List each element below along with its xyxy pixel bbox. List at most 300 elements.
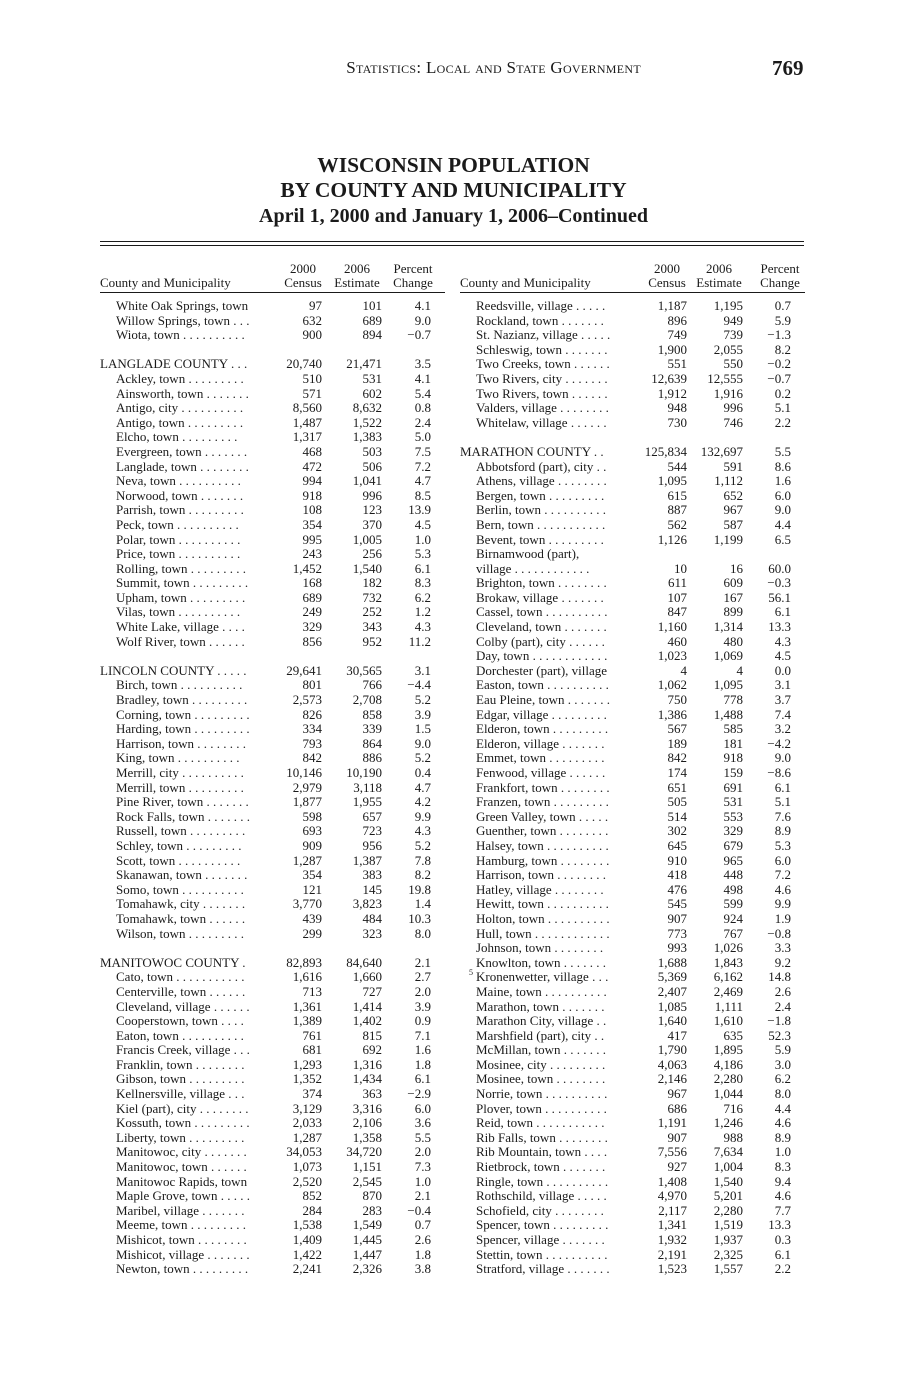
header-percent-change: Percent Change bbox=[393, 261, 433, 290]
census-2000-value: 1,487 bbox=[292, 414, 322, 430]
municipality-row bbox=[100, 1262, 445, 1277]
percent-change-value: 7.6 bbox=[774, 808, 791, 824]
municipality-name: Centerville, town . . . . . . bbox=[116, 984, 246, 999]
percent-change-value: 7.7 bbox=[774, 1202, 791, 1218]
municipality-row bbox=[100, 328, 445, 343]
estimate-2006-value: 4,186 bbox=[713, 1056, 743, 1072]
percent-change-value: 13.9 bbox=[408, 502, 431, 518]
municipality-name: Two Creeks, town . . . . . . bbox=[476, 357, 610, 372]
municipality-name: Elderon, village . . . . . . . bbox=[476, 736, 605, 751]
municipality-row bbox=[460, 883, 805, 898]
census-2000-value: 681 bbox=[302, 1042, 322, 1058]
municipality-name: Hull, town . . . . . . . . . . . . bbox=[476, 926, 610, 941]
municipality-row bbox=[460, 927, 805, 942]
estimate-2006-value: 692 bbox=[362, 1042, 382, 1058]
census-2000-value: 284 bbox=[302, 1202, 322, 1218]
municipality-name: Two Rivers, city . . . . . . . bbox=[476, 371, 608, 386]
municipality-name: Frankfort, town . . . . . . . . bbox=[476, 780, 610, 795]
estimate-2006-value: 870 bbox=[362, 1188, 382, 1204]
census-2000-value: 761 bbox=[302, 1027, 322, 1043]
percent-change-value: 8.9 bbox=[774, 823, 791, 839]
municipality-name: Price, town . . . . . . . . . . bbox=[116, 547, 241, 562]
municipality-name: Meeme, town . . . . . . . . . bbox=[116, 1218, 246, 1233]
percent-change-value: 5.5 bbox=[774, 443, 791, 459]
census-2000-value: 249 bbox=[302, 604, 322, 620]
estimate-2006-value: 503 bbox=[362, 443, 382, 459]
estimate-2006-value: 2,280 bbox=[713, 1071, 743, 1087]
percent-change-value: 5.2 bbox=[414, 692, 431, 708]
estimate-2006-value: 1,151 bbox=[352, 1159, 382, 1175]
percent-change-value: −4.2 bbox=[767, 735, 791, 751]
percent-change-value: 2.6 bbox=[414, 1232, 431, 1247]
census-2000-value: 12,639 bbox=[651, 370, 687, 386]
municipality-row bbox=[100, 970, 445, 985]
census-2000-value: 2,033 bbox=[292, 1115, 322, 1131]
percent-change-value: 3.9 bbox=[414, 706, 431, 722]
municipality-name: Brokaw, village . . . . . . . bbox=[476, 590, 604, 605]
estimate-2006-value: 2,055 bbox=[713, 341, 743, 357]
municipality-row bbox=[100, 591, 445, 606]
estimate-2006-value: 2,469 bbox=[713, 983, 743, 999]
municipality-name: Wolf River, town . . . . . . bbox=[116, 634, 245, 649]
estimate-2006-value: 952 bbox=[362, 633, 382, 649]
municipality-row bbox=[100, 883, 445, 898]
municipality-row bbox=[100, 1204, 445, 1219]
census-2000-value: 1,062 bbox=[657, 677, 687, 693]
census-2000-value: 551 bbox=[667, 356, 687, 372]
percent-change-value: 5.3 bbox=[774, 837, 791, 853]
census-2000-value: 5,369 bbox=[657, 969, 687, 985]
municipality-row bbox=[100, 1014, 445, 1029]
municipality-row bbox=[460, 1000, 805, 1015]
municipality-name: Gibson, town . . . . . . . . . bbox=[116, 1072, 245, 1087]
row-spacer bbox=[100, 941, 445, 956]
percent-change-value: −4.4 bbox=[407, 677, 431, 693]
census-2000-value: 887 bbox=[667, 502, 687, 518]
municipality-name: Edgar, village . . . . . . . . . bbox=[476, 707, 607, 722]
estimate-2006-value: 3,118 bbox=[353, 779, 382, 795]
estimate-2006-value: 101 bbox=[362, 298, 382, 313]
municipality-name: village . . . . . . . . . . . . bbox=[476, 561, 590, 576]
percent-change-value: 52.3 bbox=[768, 1027, 791, 1043]
percent-change-value: 6.1 bbox=[414, 560, 431, 576]
municipality-row bbox=[100, 737, 445, 752]
census-2000-value: 329 bbox=[302, 619, 322, 635]
percent-change-value: 13.3 bbox=[768, 619, 791, 635]
municipality-row bbox=[460, 591, 805, 606]
census-2000-value: 749 bbox=[667, 327, 687, 343]
estimate-2006-value: 132,697 bbox=[700, 443, 743, 459]
percent-change-value: 0.2 bbox=[774, 385, 791, 401]
percent-change-value: 3.8 bbox=[414, 1261, 431, 1277]
percent-change-value: 56.1 bbox=[768, 589, 791, 605]
census-2000-value: 1,095 bbox=[657, 473, 687, 489]
municipality-name: Green Valley, town . . . . . bbox=[476, 809, 609, 824]
estimate-2006-value: 1,199 bbox=[713, 531, 743, 547]
census-2000-value: 8,560 bbox=[292, 400, 322, 416]
estimate-2006-value: 1,660 bbox=[352, 969, 382, 985]
municipality-name: Stettin, town . . . . . . . . . . bbox=[476, 1247, 608, 1262]
municipality-row bbox=[460, 751, 805, 766]
municipality-row bbox=[460, 547, 805, 562]
estimate-2006-value: 10,190 bbox=[346, 765, 382, 780]
percent-change-value: 9.9 bbox=[774, 896, 791, 912]
census-2000-value: 907 bbox=[667, 1129, 687, 1145]
estimate-2006-value: 1,005 bbox=[352, 531, 382, 547]
municipality-row bbox=[460, 708, 805, 723]
municipality-row bbox=[460, 868, 805, 883]
percent-change-value: 4.1 bbox=[414, 370, 431, 386]
census-2000-value: 2,407 bbox=[657, 983, 687, 999]
census-2000-value: 1,126 bbox=[657, 531, 687, 547]
municipality-row bbox=[100, 722, 445, 737]
municipality-row bbox=[460, 357, 805, 372]
census-2000-value: 20,740 bbox=[286, 356, 322, 372]
percent-change-value: 5.1 bbox=[774, 794, 791, 810]
estimate-2006-value: 767 bbox=[723, 925, 743, 941]
percent-change-value: 4.6 bbox=[774, 881, 791, 897]
percent-change-value: 4.5 bbox=[414, 516, 431, 532]
municipality-name: Manitowoc, city . . . . . . . bbox=[116, 1145, 247, 1160]
municipality-row bbox=[100, 766, 445, 781]
percent-change-value: −0.3 bbox=[767, 575, 791, 591]
running-title: Statistics: Local and State Government bbox=[346, 58, 641, 77]
municipality-name: King, town . . . . . . . . . . bbox=[116, 751, 240, 766]
estimate-2006-value: 1,488 bbox=[713, 706, 743, 722]
municipality-row bbox=[100, 299, 445, 314]
estimate-2006-value: 181 bbox=[723, 735, 743, 751]
municipality-row bbox=[100, 1175, 445, 1190]
percent-change-value: 2.2 bbox=[774, 1261, 791, 1277]
municipality-name: Colby (part), city . . . . . . bbox=[476, 634, 605, 649]
percent-change-value: 5.5 bbox=[414, 1129, 431, 1145]
municipality-name: Maple Grove, town . . . . . bbox=[116, 1189, 250, 1204]
estimate-2006-value: 323 bbox=[362, 925, 382, 941]
percent-change-value: 4.6 bbox=[774, 1188, 791, 1204]
percent-change-value: −1.3 bbox=[767, 327, 791, 343]
municipality-name: Rib Falls, town . . . . . . . . bbox=[476, 1130, 608, 1145]
municipality-row bbox=[460, 1058, 805, 1073]
county-row bbox=[100, 357, 445, 372]
percent-change-value: 3.5 bbox=[414, 356, 431, 372]
footnote-marker: 5 bbox=[469, 968, 473, 978]
municipality-row bbox=[460, 1072, 805, 1087]
percent-change-value: 3.1 bbox=[774, 677, 791, 693]
estimate-2006-value: 448 bbox=[723, 867, 743, 883]
municipality-name: Emmet, town . . . . . . . . . bbox=[476, 751, 605, 766]
estimate-2006-value: 1,095 bbox=[713, 677, 743, 693]
municipality-row bbox=[460, 737, 805, 752]
census-2000-value: 689 bbox=[302, 589, 322, 605]
estimate-2006-value: 531 bbox=[723, 794, 743, 810]
municipality-name: Harrison, town . . . . . . . . bbox=[116, 736, 246, 751]
municipality-row bbox=[100, 1116, 445, 1131]
percent-change-value: 2.1 bbox=[414, 1188, 431, 1204]
census-2000-value: 562 bbox=[667, 516, 687, 532]
municipality-name: Kiel (part), city . . . . . . . . bbox=[116, 1101, 249, 1116]
percent-change-value: 5.4 bbox=[414, 385, 431, 401]
estimate-2006-value: 609 bbox=[723, 575, 743, 591]
municipality-name: Eau Pleine, town . . . . . . . bbox=[476, 693, 610, 708]
estimate-2006-value: 657 bbox=[362, 808, 382, 824]
percent-change-value: 2.6 bbox=[774, 983, 791, 999]
municipality-row bbox=[460, 1131, 805, 1146]
municipality-row bbox=[460, 1043, 805, 1058]
municipality-name: Neva, town . . . . . . . . . . bbox=[116, 474, 241, 489]
estimate-2006-value: 815 bbox=[362, 1027, 382, 1043]
census-2000-value: 967 bbox=[667, 1086, 687, 1102]
percent-change-value: 4.3 bbox=[774, 633, 791, 649]
percent-change-value: 6.1 bbox=[414, 1071, 431, 1087]
percent-change-value: 3.6 bbox=[414, 1115, 431, 1131]
estimate-2006-value: 550 bbox=[723, 356, 743, 372]
percent-change-value: 0.8 bbox=[414, 400, 431, 416]
municipality-name: Somo, town . . . . . . . . . . bbox=[116, 882, 244, 897]
census-2000-value: 125,834 bbox=[644, 443, 687, 459]
estimate-2006-value: 602 bbox=[362, 385, 382, 401]
municipality-row bbox=[460, 372, 805, 387]
municipality-row bbox=[100, 503, 445, 518]
percent-change-value: 9.0 bbox=[774, 750, 791, 766]
municipality-name: Manitowoc Rapids, town bbox=[116, 1174, 248, 1189]
estimate-2006-value: 778 bbox=[723, 692, 743, 708]
estimate-2006-value: 16 bbox=[730, 560, 743, 576]
census-2000-value: 1,191 bbox=[657, 1115, 687, 1131]
estimate-2006-value: 1,195 bbox=[713, 298, 743, 313]
percent-change-value: 3.2 bbox=[774, 721, 791, 737]
percent-change-value: −1.8 bbox=[767, 1013, 791, 1029]
municipality-row bbox=[460, 605, 805, 620]
estimate-2006-value: 484 bbox=[362, 910, 382, 926]
estimate-2006-value: 3,823 bbox=[352, 896, 382, 912]
census-2000-value: 544 bbox=[667, 458, 687, 474]
municipality-row bbox=[460, 562, 805, 577]
census-2000-value: 374 bbox=[302, 1086, 322, 1102]
estimate-2006-value: 766 bbox=[362, 677, 382, 693]
percent-change-value: 8.6 bbox=[774, 458, 791, 474]
census-2000-value: 189 bbox=[667, 735, 687, 751]
municipality-name: Marathon City, village . . bbox=[476, 1014, 607, 1029]
municipality-name: Summit, town . . . . . . . . . bbox=[116, 576, 249, 591]
census-2000-value: 418 bbox=[667, 867, 687, 883]
municipality-name: Cleveland, town . . . . . . . bbox=[476, 620, 607, 635]
census-2000-value: 107 bbox=[667, 589, 687, 605]
census-2000-value: 896 bbox=[667, 312, 687, 328]
percent-change-value: 6.0 bbox=[774, 487, 791, 503]
percent-change-value: 4.3 bbox=[414, 619, 431, 635]
municipality-row bbox=[100, 401, 445, 416]
municipality-name: Johnson, town . . . . . . . . bbox=[476, 941, 604, 956]
header-2006-estimate: 2006 Estimate bbox=[696, 261, 742, 290]
municipality-name: McMillan, town . . . . . . . bbox=[476, 1043, 606, 1058]
percent-change-value: 1.2 bbox=[414, 604, 431, 620]
municipality-row bbox=[460, 401, 805, 416]
percent-change-value: 14.8 bbox=[768, 969, 791, 985]
municipality-name: Reedsville, village . . . . . bbox=[476, 299, 606, 313]
percent-change-value: 0.7 bbox=[414, 1217, 431, 1233]
percent-change-value: −2.9 bbox=[407, 1086, 431, 1102]
percent-change-value: 1.5 bbox=[414, 721, 431, 737]
census-2000-value: 645 bbox=[667, 837, 687, 853]
municipality-name: Antigo, town . . . . . . . . . bbox=[116, 415, 244, 430]
percent-change-value: 1.8 bbox=[414, 1056, 431, 1072]
census-2000-value: 2,241 bbox=[292, 1261, 322, 1277]
running-head bbox=[0, 58, 907, 80]
estimate-2006-value: 1,004 bbox=[713, 1159, 743, 1175]
census-2000-value: 842 bbox=[302, 750, 322, 766]
municipality-name: Tomahawk, town . . . . . . bbox=[116, 911, 246, 926]
percent-change-value: 0.0 bbox=[774, 662, 791, 678]
estimate-2006-value: 689 bbox=[362, 312, 382, 328]
percent-change-value: 3.9 bbox=[414, 998, 431, 1014]
estimate-2006-value: 363 bbox=[362, 1086, 382, 1102]
municipality-row bbox=[460, 897, 805, 912]
column-header bbox=[100, 260, 445, 293]
census-2000-value: 1,408 bbox=[657, 1173, 687, 1189]
estimate-2006-value: 924 bbox=[723, 910, 743, 926]
municipality-name: Cato, town . . . . . . . . . . . bbox=[116, 970, 245, 985]
municipality-name: Franzen, town . . . . . . . . . bbox=[476, 795, 609, 810]
percent-change-value: 7.1 bbox=[414, 1027, 431, 1043]
municipality-row bbox=[100, 1043, 445, 1058]
census-2000-value: 651 bbox=[667, 779, 687, 795]
estimate-2006-value: 739 bbox=[723, 327, 743, 343]
percent-change-value: 3.7 bbox=[774, 692, 791, 708]
census-2000-value: 2,146 bbox=[657, 1071, 687, 1087]
percent-change-value: 6.0 bbox=[414, 1100, 431, 1116]
percent-change-value: 4.7 bbox=[414, 473, 431, 489]
percent-change-value: 13.3 bbox=[768, 1217, 791, 1233]
municipality-row bbox=[100, 372, 445, 387]
municipality-name: Skanawan, town . . . . . . . bbox=[116, 868, 248, 883]
estimate-2006-value: 1,522 bbox=[352, 414, 382, 430]
percent-change-value: 2.2 bbox=[774, 414, 791, 430]
census-2000-value: 918 bbox=[302, 487, 322, 503]
municipality-name: Pine River, town . . . . . . . bbox=[116, 795, 249, 810]
census-2000-value: 1,293 bbox=[292, 1056, 322, 1072]
estimate-2006-value: 329 bbox=[723, 823, 743, 839]
county-row bbox=[100, 956, 445, 971]
municipality-name: LANGLADE COUNTY . . . bbox=[100, 357, 248, 372]
estimate-2006-value: 587 bbox=[723, 516, 743, 532]
census-2000-value: 1,912 bbox=[657, 385, 687, 401]
municipality-name: White Oak Springs, town bbox=[116, 299, 249, 313]
municipality-row bbox=[100, 430, 445, 445]
census-2000-value: 302 bbox=[667, 823, 687, 839]
census-2000-value: 121 bbox=[302, 881, 322, 897]
census-2000-value: 1,900 bbox=[657, 341, 687, 357]
municipality-row bbox=[460, 343, 805, 358]
municipality-row bbox=[460, 941, 805, 956]
percent-change-value: 6.1 bbox=[774, 604, 791, 620]
census-2000-value: 1,073 bbox=[292, 1159, 322, 1175]
municipality-row bbox=[460, 1160, 805, 1175]
census-2000-value: 909 bbox=[302, 837, 322, 853]
estimate-2006-value: 1,540 bbox=[352, 560, 382, 576]
census-2000-value: 632 bbox=[302, 312, 322, 328]
percent-change-value: 8.3 bbox=[414, 575, 431, 591]
estimate-2006-value: 691 bbox=[723, 779, 743, 795]
census-2000-value: 567 bbox=[667, 721, 687, 737]
census-2000-value: 2,117 bbox=[658, 1202, 687, 1218]
percent-change-value: 8.0 bbox=[774, 1086, 791, 1102]
census-2000-value: 1,287 bbox=[292, 1129, 322, 1145]
estimate-2006-value: 1,069 bbox=[713, 648, 743, 664]
municipality-row bbox=[460, 722, 805, 737]
census-2000-value: 2,520 bbox=[292, 1173, 322, 1189]
percent-change-value: 2.4 bbox=[414, 414, 431, 430]
county-row bbox=[100, 664, 445, 679]
municipality-row bbox=[100, 795, 445, 810]
census-2000-value: 571 bbox=[302, 385, 322, 401]
municipality-name: Fenwood, village . . . . . . bbox=[476, 766, 606, 780]
municipality-row bbox=[460, 766, 805, 781]
municipality-row bbox=[100, 314, 445, 329]
municipality-name: Dorchester (part), village bbox=[476, 663, 608, 678]
percent-change-value: 4.1 bbox=[414, 298, 431, 313]
percent-change-value: 4.4 bbox=[774, 516, 791, 532]
municipality-row bbox=[100, 474, 445, 489]
municipality-row bbox=[460, 1204, 805, 1219]
municipality-name: Peck, town . . . . . . . . . . bbox=[116, 517, 239, 532]
percent-change-value: 1.0 bbox=[414, 1173, 431, 1189]
municipality-name: Newton, town . . . . . . . . . bbox=[116, 1262, 249, 1277]
municipality-name: Wiota, town . . . . . . . . . . bbox=[116, 328, 245, 343]
estimate-2006-value: 8,632 bbox=[352, 400, 382, 416]
municipality-row bbox=[100, 605, 445, 620]
municipality-row bbox=[460, 649, 805, 664]
percent-change-value: 7.2 bbox=[414, 458, 431, 474]
municipality-row bbox=[100, 387, 445, 402]
census-2000-value: 1,932 bbox=[657, 1232, 687, 1247]
municipality-name: Rothschild, village . . . . . bbox=[476, 1189, 607, 1204]
municipality-name: Norrie, town . . . . . . . . . . bbox=[476, 1087, 608, 1102]
row-spacer bbox=[100, 343, 445, 358]
municipality-row bbox=[100, 810, 445, 825]
percent-change-value: 2.1 bbox=[414, 954, 431, 970]
percent-change-value: −0.7 bbox=[767, 370, 791, 386]
estimate-2006-value: 996 bbox=[723, 400, 743, 416]
municipality-name: Elderon, town . . . . . . . . . bbox=[476, 722, 609, 737]
municipality-row bbox=[100, 460, 445, 475]
census-2000-value: 856 bbox=[302, 633, 322, 649]
percent-change-value: −0.7 bbox=[407, 327, 431, 343]
census-2000-value: 1,389 bbox=[292, 1013, 322, 1029]
census-2000-value: 82,893 bbox=[286, 954, 322, 970]
census-2000-value: 1,538 bbox=[292, 1217, 322, 1233]
census-2000-value: 1,877 bbox=[292, 794, 322, 810]
municipality-name: Vilas, town . . . . . . . . . . bbox=[116, 605, 241, 620]
census-2000-value: 1,317 bbox=[292, 429, 322, 445]
percent-change-value: 3.3 bbox=[774, 940, 791, 956]
municipality-name: Manitowoc, town . . . . . . bbox=[116, 1160, 247, 1175]
census-2000-value: 354 bbox=[302, 516, 322, 532]
municipality-row bbox=[460, 489, 805, 504]
estimate-2006-value: 1,112 bbox=[714, 473, 743, 489]
left-population-table bbox=[100, 260, 445, 1277]
census-2000-value: 1,523 bbox=[657, 1261, 687, 1277]
estimate-2006-value: 7,634 bbox=[713, 1144, 743, 1160]
municipality-name: Francis Creek, village . . . bbox=[116, 1043, 250, 1058]
census-2000-value: 1,287 bbox=[292, 852, 322, 868]
census-2000-value: 686 bbox=[667, 1100, 687, 1116]
estimate-2006-value: 1,111 bbox=[714, 998, 743, 1014]
municipality-name: Mishicot, village . . . . . . . bbox=[116, 1247, 250, 1262]
census-2000-value: 1,640 bbox=[657, 1013, 687, 1029]
municipality-name: Marathon, town . . . . . . . bbox=[476, 999, 605, 1014]
municipality-name: Merrill, town . . . . . . . . . bbox=[116, 780, 244, 795]
municipality-name: Harding, town . . . . . . . . . bbox=[116, 722, 250, 737]
